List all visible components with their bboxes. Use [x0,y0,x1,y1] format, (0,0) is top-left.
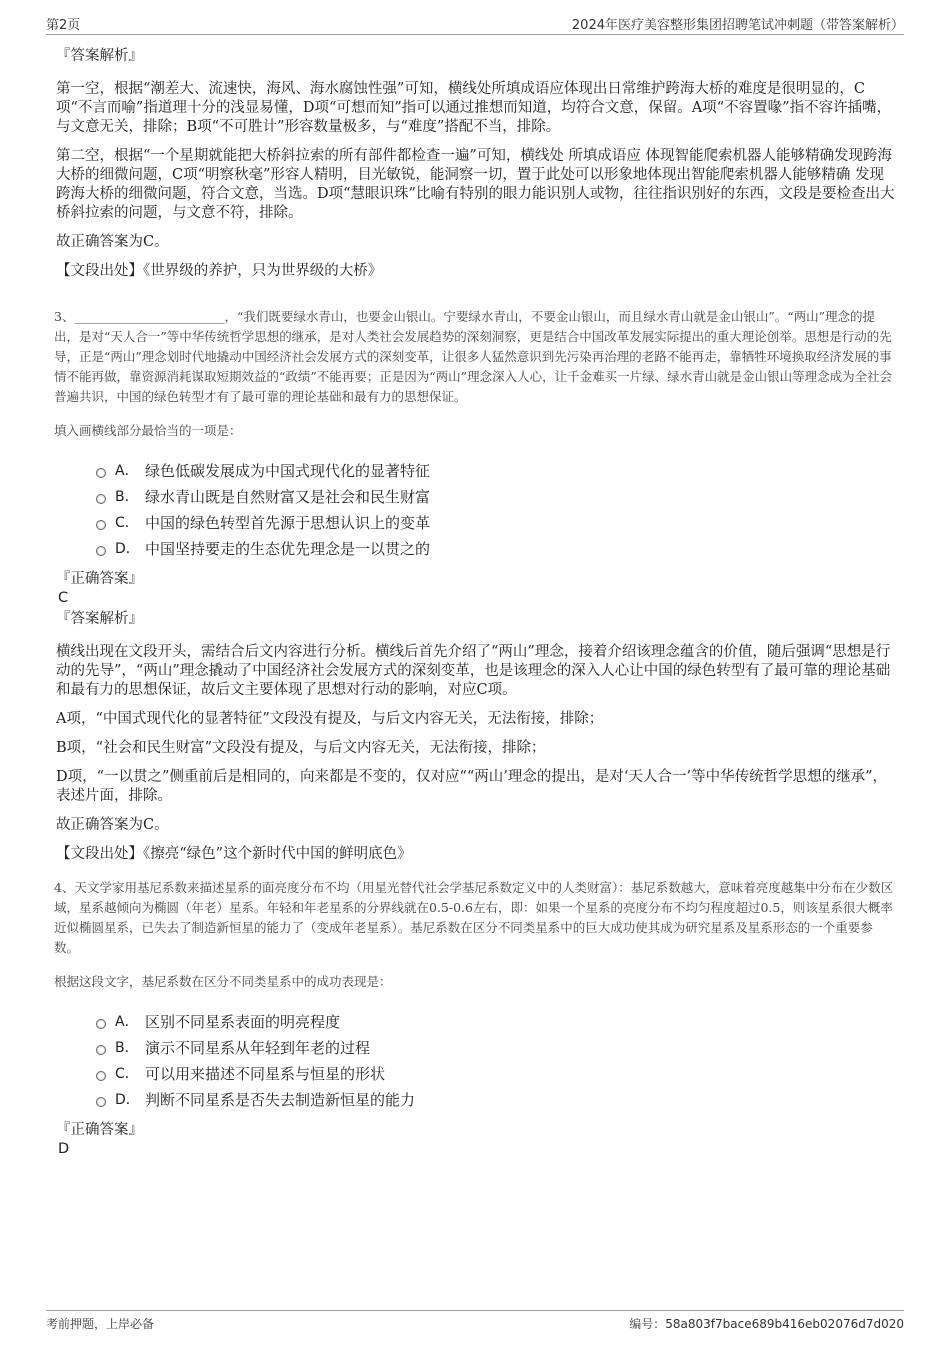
radio-button[interactable] [96,1045,106,1055]
document-id: 编号：58a803f7bace689b416eb02076d7d020 [629,1317,904,1331]
page-content [56,46,896,1160]
option-letter: C． [115,1066,139,1082]
footer-slogan: 考前押题，上岸必备 [46,1317,155,1331]
passage-source: 【文段出处】《擦亮“绿色”这个新时代中国的鲜明底色》 [56,846,412,862]
question-stem: 4、天文学家用基尼系数来描述星系的面亮度分布不均（用星光替代社会学基尼系数定义中的人类财富）：基尼系数越大，意味着亮度越集中分布在少数区域，星系越倾向为椭圆（年老）星系。年轻和年老星系的分界线就在0.5-0.6左右，即：如果一个星系的亮度分布不均匀程度超过0.5，则该星系很大概率近似椭圆星系，已失去了制造新恒星的能力了（变成年老星系）。基尼系数在区分不同类星系中的巨大成功使其成为研究星系及星系形态的一个重要参数。 [54,880,894,955]
radio-button[interactable] [96,520,106,530]
option-a[interactable] [96,1008,896,1034]
option-b[interactable] [96,483,896,509]
option-text: 演示不同星系从年轻到年老的过程 [145,1038,371,1057]
option-list [96,1008,896,1112]
option-d[interactable] [96,535,896,561]
analysis-paragraph: 第一空，根据“潮差大、流速快，海风、海水腐蚀性强”可知，横线处所填成语应体现出日常维护跨海大桥的难度是很明显的，C项“不言而喻”指道理十分的浅显易懂，D项“可想而知”指可以通过推想而知道，均符合文意，保留。A项“不容置喙”指不容许插嘴，与文意无关，排除；B项“不可胜计”形容数量极多，与“难度”搭配不当，排除。 [56,81,892,135]
option-d[interactable] [96,1086,896,1112]
option-text: 判断不同星系是否失去制造新恒星的能力 [145,1090,416,1109]
document-title: 2024年医疗美容整形集团招聘笔试冲刺题（带答案解析） [571,18,904,33]
page-number: 第2页 [46,18,81,33]
option-list [96,457,896,561]
option-text: 区别不同星系表面的明亮程度 [145,1012,341,1031]
option-letter: D． [115,541,140,557]
analysis-paragraph: 横线出现在文段开头，需结合后文内容进行分析。横线后首先介绍了“两山”理念，接着介绍该理念蕴含的价值，随后强调“思想是行动的先导”，“两山”理念撬动了中国经济社会发展方式的深刻变革，也是该理念的深入人心让中国的绿色转型有了最可靠的理论基础和最有力的思想保证，故后文主要体现了思想对行动的影响，对应C项。 [56,644,891,698]
option-text: 绿水青山既是自然财富又是社会和民生财富 [145,487,431,506]
radio-button[interactable] [96,546,106,556]
correct-answer-label: 『正确答案』 [56,1122,143,1138]
correct-answer: D [58,1141,70,1157]
analysis-paragraph: B项，“社会和民生财富”文段没有提及，与后文内容无关，无法衔接，排除； [56,740,546,756]
option-text: 绿色低碳发展成为中国式现代化的显著特征 [145,461,431,480]
radio-button[interactable] [96,468,106,478]
question-stem: 3、________________________，“我们既要绿水青山，也要金山银山。宁要绿水青山，不要金山银山，而且绿水青山就是金山银山”。“两山”理念的提出，是对“天人合一”等中华传统哲学思想的继承，是对人类社会发展趋势的深刻洞察，更是结合中国改革发展实际提出的重大理论创举。思想是行动的先导，正是“两山”理念划时代地撬动中国经济社会发展方式的深刻变革，让很多人猛然意识到先污染再治理的老路不能再走，靠牺牲环境换取经济发展的事情不能再做，靠资源消耗谋取短期效益的“政绩”不能再要；正是因为“两山”理念深入人心，让千金难买一片绿、绿水青山就是金山银山等理念成为全社会普遍共识，中国的绿色转型才有了最可靠的理论基础和最有力的思想保证。 [54,309,893,404]
analysis-paragraph: A项，“中国式现代化的显著特征”文段没有提及，与后文内容无关，无法衔接，排除； [56,711,604,727]
analysis-paragraph: D项，“一以贯之”侧重前后是相同的，向来都是不变的，仅对应““两山’理念的提出，是对‘天人合一’等中华传统哲学思想的继承”，表述片面，排除。 [56,769,888,804]
answer-conclusion: 故正确答案为C。 [56,234,169,250]
page-footer [46,1310,904,1335]
analysis-label: 『答案解析』 [56,611,143,627]
option-letter: B． [115,489,139,505]
question-prompt: 根据这段文字，基尼系数在区分不同类星系中的成功表现是： [54,974,392,989]
analysis-label: 『答案解析』 [56,48,143,64]
option-letter: A． [115,463,139,479]
radio-button[interactable] [96,1071,106,1081]
analysis-paragraph: 第二空，根据“一个星期就能把大桥斜拉索的所有部件都检查一遍”可知，横线处 所填成语应 体现智能爬索机器人能够精确发现跨海大桥的细微问题，C项“明察秋毫”形容人精明，目光敏锐，能洞察一切，置于此处可以形象地体现出智能爬索机器人能够精确 发现跨海大桥的细微问题，符合文意，当选。D项“慧眼识珠”比喻有特别的眼力能识别人或物，往往指识别好的东西，文段是要检查出大桥斜拉索的问题，与文意不符，排除。 [56,148,895,221]
page-header [46,12,904,35]
correct-answer: C [58,590,69,606]
option-letter: A． [115,1014,139,1030]
question-prompt: 填入画横线部分最恰当的一项是： [54,423,242,438]
radio-button[interactable] [96,494,106,504]
radio-button[interactable] [96,1019,106,1029]
option-text: 中国的绿色转型首先源于思想认识上的变革 [145,513,431,532]
radio-button[interactable] [96,1097,106,1107]
option-text: 中国坚持要走的生态优先理念是一以贯之的 [145,539,431,558]
option-a[interactable] [96,457,896,483]
option-c[interactable] [96,509,896,535]
option-text: 可以用来描述不同星系与恒星的形状 [145,1064,386,1083]
option-letter: B． [115,1040,139,1056]
option-letter: D． [115,1092,140,1108]
correct-answer-label: 『正确答案』 [56,571,143,587]
option-c[interactable] [96,1060,896,1086]
passage-source: 【文段出处】《世界级的养护，只为世界级的大桥》 [56,263,383,279]
answer-conclusion: 故正确答案为C。 [56,817,169,833]
option-b[interactable] [96,1034,896,1060]
option-letter: C． [115,515,139,531]
